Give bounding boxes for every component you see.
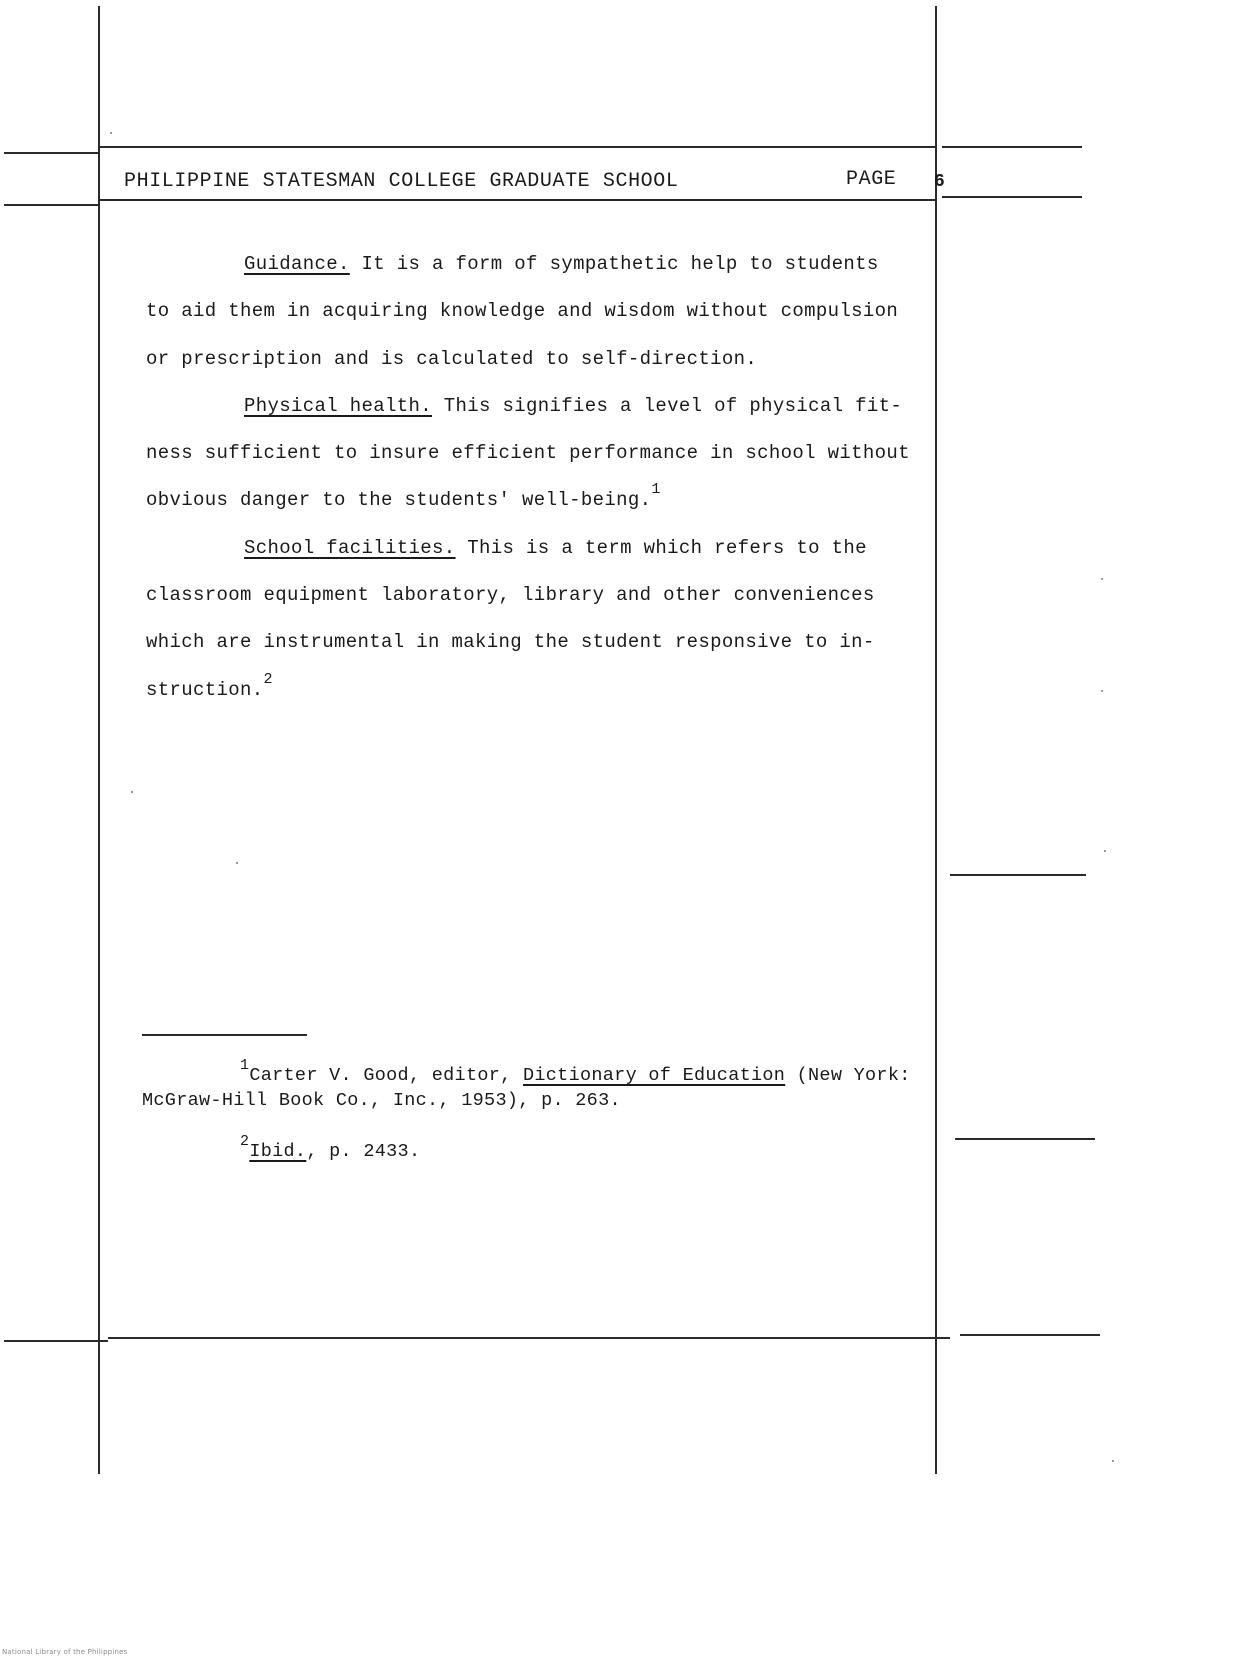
header-bottom-rule-right	[942, 196, 1082, 198]
paragraph-line	[146, 477, 946, 524]
scan-speck	[1112, 1460, 1114, 1462]
footnote-page: , p. 2433.	[306, 1141, 421, 1162]
header-title: PHILIPPINE STATESMAN COLLEGE GRADUATE SCHOOL	[124, 170, 679, 193]
definitions-body	[146, 241, 946, 714]
paragraph-text: This signifies a level of physical fit-	[432, 394, 903, 417]
defined-term: Guidance.	[244, 253, 350, 275]
footnote-ibid: Ibid.	[249, 1141, 307, 1162]
page-label: PAGE	[846, 168, 897, 191]
footnote-reference: 1	[651, 481, 661, 499]
footnotes	[142, 1057, 982, 1164]
footnote-gap	[142, 1113, 982, 1139]
scan-speck	[1104, 850, 1106, 852]
paragraph-text: This is a term which refers to the	[455, 536, 867, 559]
footnote-mark: 2	[240, 1133, 250, 1150]
header-bottom-rule	[100, 199, 936, 201]
paragraph-text: obvious danger to the students' well-being.	[146, 489, 652, 512]
defined-term: School facilities.	[244, 536, 456, 559]
scan-speck	[110, 132, 112, 134]
paragraph-text: It is a form of sympathetic help to students	[349, 253, 879, 275]
footnote-separator	[142, 1034, 307, 1036]
paragraph-line: classroom equipment laboratory, library and other conveniences	[146, 584, 875, 607]
paragraph-line: ness sufficient to insure efficient performance in school without	[146, 442, 910, 465]
scan-speck	[1101, 690, 1103, 692]
scan-speck	[131, 791, 133, 793]
header-bottom-rule-left	[4, 204, 100, 206]
paragraph-line	[146, 383, 946, 430]
header-top-rule-right	[942, 146, 1082, 148]
header-top-rule	[100, 146, 936, 148]
footnote-place: (New York:	[785, 1065, 911, 1086]
footnote-mark: 1	[240, 1057, 250, 1074]
right-mid-rule	[950, 874, 1086, 876]
footnote-book-title: Dictionary of Education	[522, 1065, 786, 1086]
bottom-rule-right	[960, 1334, 1100, 1336]
scan-speck	[236, 862, 238, 864]
paragraph-line: which are instrumental in making the student responsive to in-	[146, 631, 875, 654]
paragraph-line	[146, 525, 946, 572]
defined-term: Physical health.	[244, 394, 433, 417]
page-number: 6	[934, 172, 946, 192]
bottom-rule-left	[4, 1340, 108, 1342]
paragraph-line	[146, 241, 946, 288]
scan-source-footer: National Library of the Philippines	[2, 1648, 128, 1656]
header-top-rule-left	[4, 152, 100, 154]
paragraph-line: to aid them in acquiring knowledge and wisdom without compulsion	[146, 300, 899, 323]
paragraph-text: struction.	[146, 678, 264, 701]
footnote-author: Carter V. Good, editor,	[249, 1065, 512, 1086]
footnote-2	[142, 1133, 982, 1164]
bottom-rule	[108, 1337, 950, 1339]
paragraph-line: or prescription and is calculated to self-direction.	[146, 347, 758, 370]
footnote-reference: 2	[263, 670, 273, 688]
right-margin-rule	[935, 6, 937, 1474]
scan-speck	[1101, 578, 1103, 580]
left-margin-rule	[98, 6, 100, 1474]
paragraph-line	[146, 667, 946, 714]
footnote-1	[142, 1057, 982, 1088]
footnote-1-continuation: McGraw-Hill Book Co., Inc., 1953), p. 263.	[142, 1090, 621, 1111]
